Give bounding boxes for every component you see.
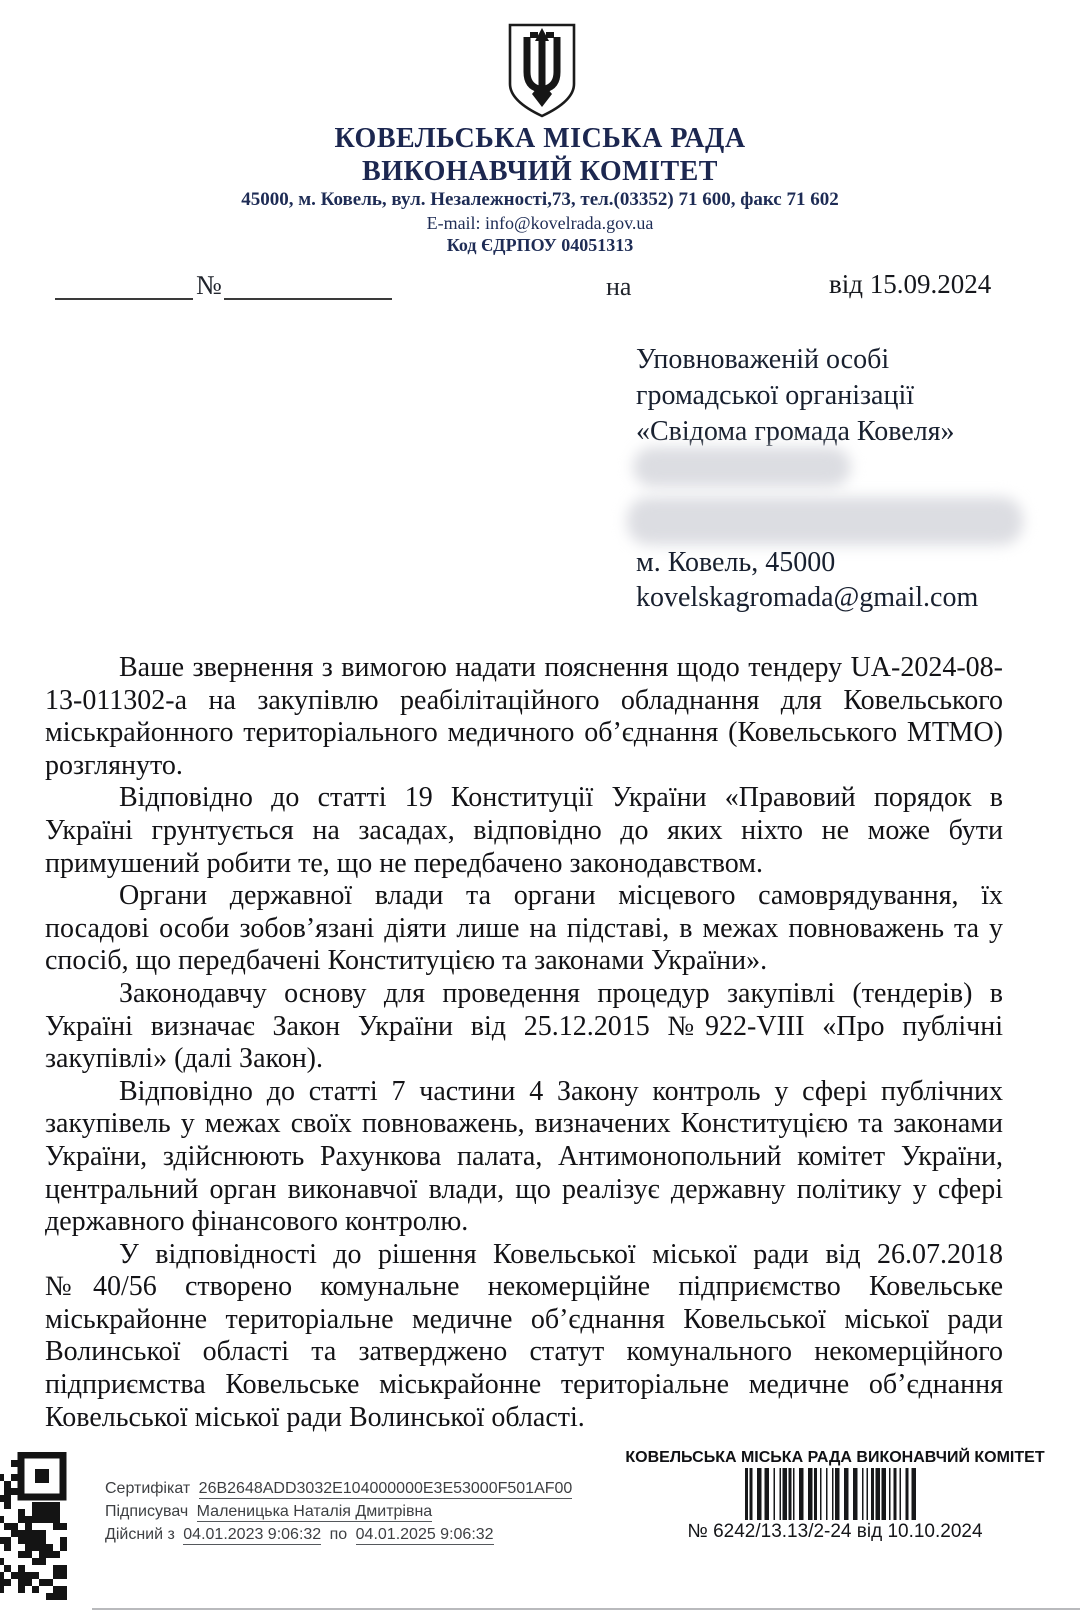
recipient-city-line: м. Ковель, 45000	[636, 547, 836, 578]
org-edrpou-line: Код ЄДРПОУ 04051313	[446, 235, 634, 255]
recipient-line-1: Уповноваженій особі	[636, 344, 890, 375]
letter-date: від 15.09.2024	[829, 269, 992, 299]
recipient-email: kovelskagromada@gmail.com	[636, 582, 979, 613]
signature-certificate-block	[105, 1477, 576, 1546]
certificate-value: 26B2648ADD3032E104000000E3E53000F501AF00	[198, 1480, 573, 1497]
registration-barcode	[745, 1468, 917, 1520]
body-paragraph: У відповідності до рішення Ковельської міської ради від 26.07.2018 №40/56 створено комунальне некомерційне підприємство Ковельське міськрайонне територіальне медичне об’єднання Ковельської міської ради Волинської області та затверджено статут комунального некомерційного підприємства Ковельське міськрайонне територіальне медичне об’єднання Ковельської міської ради Волинської області.	[45, 1238, 1003, 1433]
valid-from-value: 04.01.2023 9:06:32	[183, 1526, 322, 1543]
validity-line	[105, 1523, 576, 1546]
ukraine-trident-emblem-icon	[506, 22, 578, 120]
org-name-line1: КОВЕЛЬСЬКА МІСЬКА РАДА	[334, 123, 746, 154]
valid-label: Дійсний з	[105, 1526, 175, 1543]
certificate-label: Сертифікат	[105, 1480, 191, 1497]
org-address-line: 45000, м. Ковель, вул. Незалежності,73, тел.(03352) 71 600, факс 71 602	[241, 189, 839, 210]
redacted-name-blur	[633, 447, 851, 487]
signer-value: Маленицька Наталія Дмитрівна	[196, 1503, 433, 1520]
registration-number-line: № 6242/13.13/2-24 від 10.10.2024	[687, 1521, 983, 1542]
outgoing-number-blank-line	[55, 298, 193, 300]
certificate-line	[105, 1477, 576, 1500]
redacted-address-blur	[627, 497, 1023, 545]
body-paragraph: Відповідно до статті 19 Конституції України «Правовий порядок в Україні грунтується на засадах, відповідно до яких ніхто не може бути примушений робити те, що не передбачено законодавством.	[45, 782, 1003, 879]
body-paragraph: Законодавчу основу для проведення процедур закупівлі (тендерів) в Україні визначає Закон України від 25.12.2015 №922-VIII «Про публічні закупівлі» (далі Закон).	[45, 977, 1003, 1075]
na-label: на	[606, 272, 632, 301]
page-bottom-edge	[92, 1608, 1080, 1610]
org-email-line: E-mail: info@kovelrada.gov.ua	[426, 213, 654, 233]
signer-label: Підписувач	[105, 1503, 189, 1520]
recipient-line-2: громадської організації	[636, 380, 915, 411]
qr-code	[0, 1452, 72, 1600]
number-sign: №	[196, 270, 222, 300]
body-paragraph: Ваше звернення з вимогою надати пояснення щодо тендеру UA-2024-08-13-011302-а на закупівлю реабілітаційного обладнання для Ковельського міськрайонного територіального медичного об’єднання (Ковельського МТМО) розглянуто.	[45, 652, 1003, 781]
valid-to-value: 04.01.2025 9:06:32	[355, 1526, 494, 1543]
registration-stamp-org-line: КОВЕЛЬСЬКА МІСЬКА РАДА ВИКОНАВЧИЙ КОМІТЕТ	[625, 1449, 1045, 1466]
outgoing-number-blank-line-2	[224, 298, 392, 300]
signer-line	[105, 1500, 576, 1523]
body-paragraph: Органи державної влади та органи місцевого самоврядування, їх посадові особи зобов’язані діяти лише на підставі, в межах повноважень та у спосіб, що передбачені Конституцією та законами України».	[45, 880, 1003, 977]
valid-to-label: по	[329, 1526, 348, 1543]
letter-body	[45, 652, 1003, 1434]
recipient-line-3: «Свідома громада Ковеля»	[636, 416, 955, 447]
org-name-line2: ВИКОНАВЧИЙ КОМІТЕТ	[362, 156, 718, 187]
body-paragraph: Відповідно до статті 7 частини 4 Закону контроль у сфері публічних закупівель у межах своїх повноважень, визначених Конституцією та законами України, здійснюють Рахункова палата, Антимонопольний комітет України, центральний орган виконавчої влади, що реалізує державну політику у сфері державного фінансового контролю.	[45, 1075, 1003, 1238]
